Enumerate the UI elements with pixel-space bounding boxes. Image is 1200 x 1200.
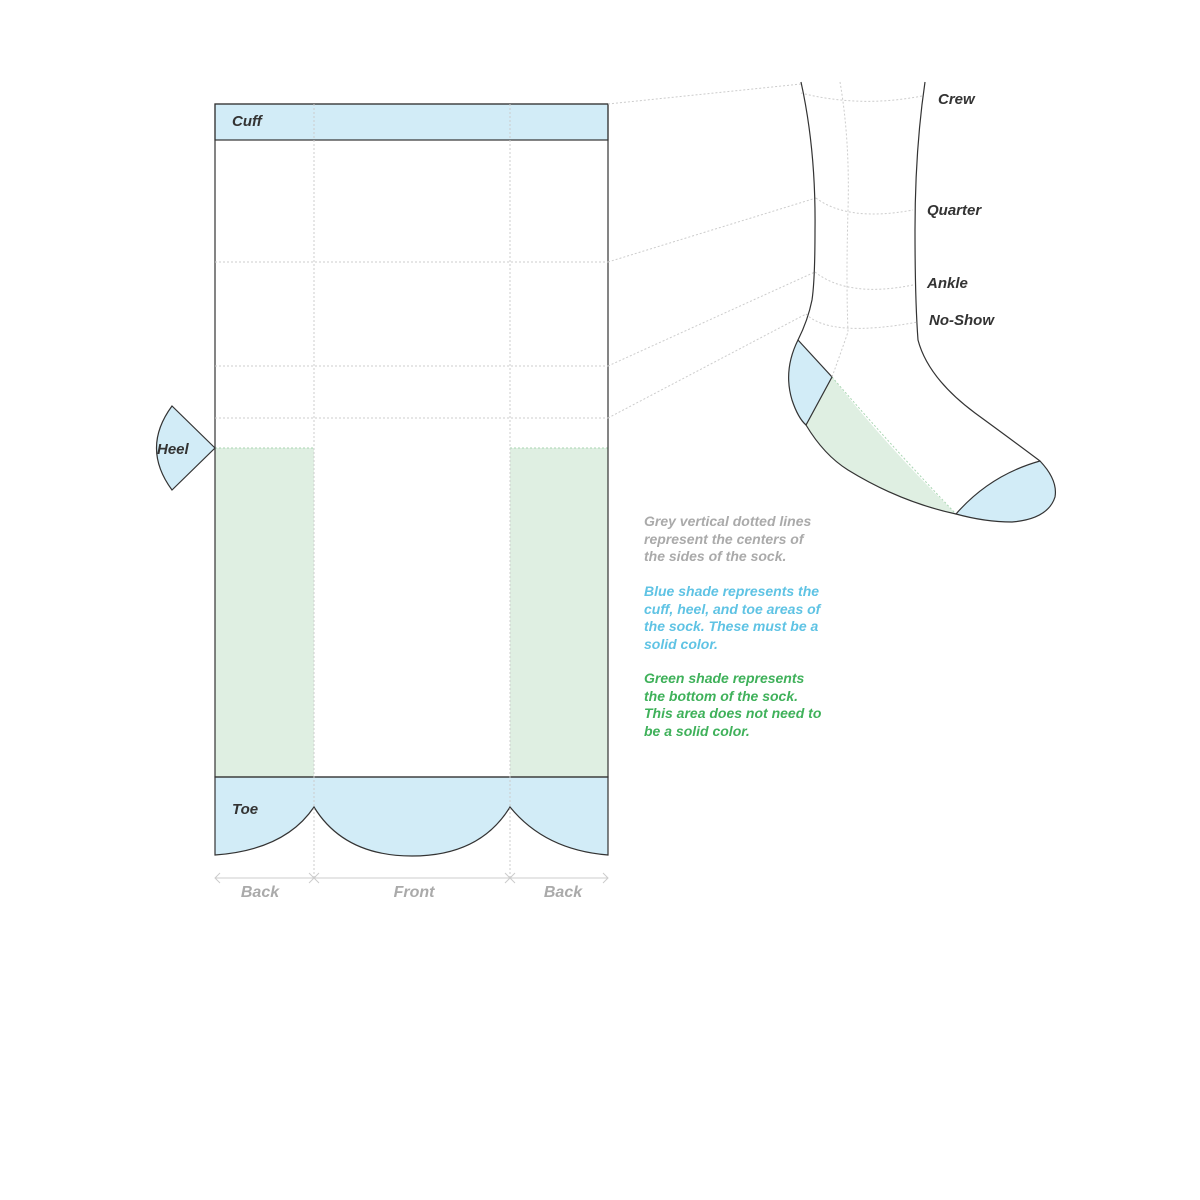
width-dimension-line [215, 873, 608, 883]
note-line: the sock. These must be a [644, 618, 819, 634]
crew-connector [608, 84, 801, 104]
quarter-connector [608, 198, 816, 262]
back-right-label: Back [543, 884, 583, 901]
note-line: be a solid color. [644, 722, 750, 739]
note-line: Green shade represents [644, 670, 805, 686]
toe-area [215, 777, 608, 856]
no-show-height-ring [806, 314, 918, 328]
ankle-label: Ankle [927, 275, 968, 292]
note-line: represent the centers of [644, 530, 804, 547]
note-line: This area does not need to [644, 705, 822, 721]
front-label: Front [393, 884, 435, 901]
green-shade-note [644, 670, 821, 740]
quarter-height-ring [816, 198, 913, 214]
crew-label: Crew [938, 91, 975, 108]
grey-guide-note [644, 513, 811, 566]
back-left-label: Back [240, 884, 280, 901]
sock-side-center-guide [832, 82, 848, 377]
quarter-label: Quarter [927, 202, 982, 219]
sole-area [806, 377, 956, 514]
ankle-connector [608, 272, 815, 366]
crew-height-ring [801, 93, 922, 101]
bottom-area-right [510, 448, 608, 777]
note-line: the bottom of the sock. [644, 687, 798, 704]
note-line: Grey vertical dotted lines [644, 513, 812, 529]
sock-back-outline [798, 82, 815, 340]
sock-front-outline [915, 82, 1040, 461]
heel-label: Heel [157, 441, 189, 458]
bottom-area-left [215, 448, 314, 777]
blue-shade-note [644, 583, 820, 653]
toe-label: Toe [232, 801, 259, 818]
note-line: solid color. [644, 635, 718, 652]
note-line: the sides of the sock. [644, 548, 787, 564]
note-line: cuff, heel, and toe areas of [644, 600, 821, 617]
note-line: Blue shade represents the [644, 583, 820, 599]
sock-toe [956, 461, 1055, 522]
no-show-label: No-Show [929, 312, 994, 329]
cuff-band [215, 104, 608, 140]
sock-illustration [789, 82, 1056, 522]
no-show-connector [608, 314, 806, 418]
ankle-height-ring [815, 272, 913, 289]
cuff-label: Cuff [232, 113, 262, 130]
flat-pattern [157, 104, 609, 901]
height-connector-lines [608, 84, 816, 418]
